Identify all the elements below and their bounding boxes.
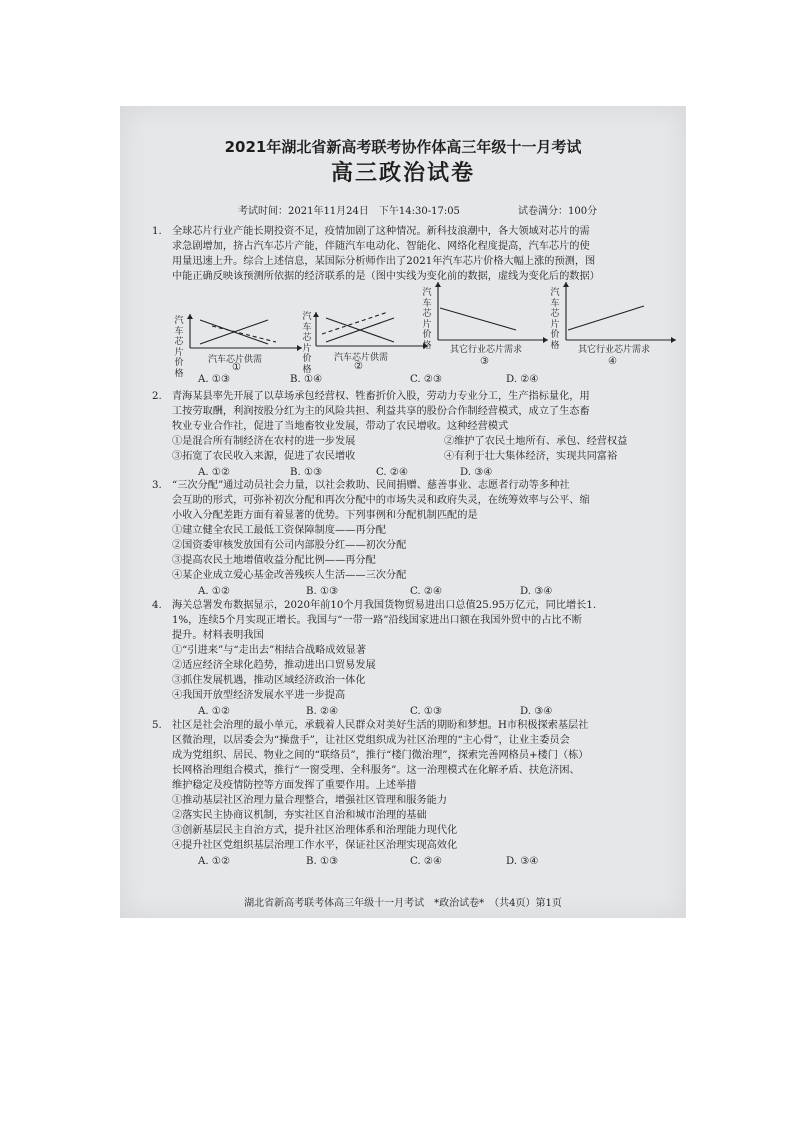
graph-x-label: 汽车芯片供需 xyxy=(334,353,389,363)
question-text-line: “三次分配”通过动员社会力量，以社会救助、民间捐赠、慈善事业、志愿者行动等多种社 xyxy=(172,480,570,491)
option-b[interactable]: B. ①③ xyxy=(290,467,323,478)
question-text-line: 牧业专业合作社，促进了当地畜牧业发展，带动了农民增收。这种经营模式 xyxy=(172,421,509,432)
y-axis-arrow xyxy=(187,314,193,319)
question-text-line: 社区是社会治理的最小单元，承载着人民群众对美好生活的期盼和梦想。H市积极探索基层社 xyxy=(172,720,589,731)
exam-title: 2021年湖北省新高考联考协作体高三年级十一月考试 xyxy=(224,138,582,156)
page-footer: 湖北省新高考联考体高三年级十一月考试 *政治试卷* （共4页）第1页 xyxy=(244,898,562,909)
trend-line xyxy=(568,306,644,330)
question-text-line: 用量迅速上升。综合上述信息，某国际分析师作出了2021年汽车芯片价格大幅上涨的预测，图 xyxy=(172,256,596,267)
option-c[interactable]: C. ②③ xyxy=(410,374,443,385)
y-axis-arrow xyxy=(435,282,441,287)
option-a[interactable]: A. ①② xyxy=(198,706,231,717)
statement: ③抓住发展机遇，推动区域经济政治一体化 xyxy=(172,675,366,686)
question-text-line: 区微治理，以居委会为“操盘手”，让社区党组织成为社区治理的“主心骨”，让业主委员会 xyxy=(172,735,570,746)
question-number: 4. xyxy=(152,600,162,611)
x-axis-arrow xyxy=(671,337,676,343)
option-d[interactable]: D. ②④ xyxy=(506,374,539,385)
option-d[interactable]: D. ③④ xyxy=(520,586,553,597)
graph-y-label: 汽车芯片价格 xyxy=(550,288,560,351)
statement: ④某企业成立爱心基金改善残疾人生活——三次分配 xyxy=(172,570,407,581)
question-text-line: 小收入分配差距方面有着显著的优势。下列事例和分配机制匹配的是 xyxy=(172,510,478,521)
question-number: 2. xyxy=(152,391,162,402)
graph-y-label: 汽车芯片价格 xyxy=(302,312,312,375)
graph-y-label: 汽车芯片价格 xyxy=(422,288,432,351)
graph-1 xyxy=(172,308,307,378)
trend-line xyxy=(440,308,516,330)
shifted-curve xyxy=(322,312,388,334)
option-d[interactable]: D. ③④ xyxy=(460,467,493,478)
graph-x-label: 其它行业芯片需求 xyxy=(578,345,651,355)
question-number: 3. xyxy=(152,480,162,491)
graph-3 xyxy=(420,278,550,378)
graph-number: ④ xyxy=(608,356,617,367)
option-c[interactable]: C. ②④ xyxy=(410,856,443,867)
question-text-line: 会互助的形式，可弥补初次分配和再次分配中的市场失灵和政府失灵，在统筹效率与公平、缩 xyxy=(172,495,590,506)
statement: ②国资委审核发放国有公司内部股分红——初次分配 xyxy=(172,540,407,551)
question-text-line: 长网格治理组合模式，推行“一窗受理、全科服务”。这一治理模式在化解矛盾、扶危济困、 xyxy=(172,765,580,776)
question-text-line: 维护稳定及疫情防控等方面发挥了重要作用。上述举措 xyxy=(172,780,417,791)
option-b[interactable]: B. ②④ xyxy=(306,706,339,717)
question-text-line: 中能正确反映该预测所依据的经济联系的是（图中实线为变化前的数据，虚线为变化后的数据） xyxy=(172,271,600,282)
y-axis-arrow xyxy=(563,282,569,287)
statement: ③创新基层民主自治方式，提升社区治理体系和治理能力现代化 xyxy=(172,825,458,836)
statement: ③拓宽了农民收入来源，促进了农民增收 xyxy=(172,451,356,462)
option-b[interactable]: B. ①③ xyxy=(306,856,339,867)
question-text-line: 海关总署发布数据显示，2020年前10个月我国货物贸易进出口总值25.95万亿元，同比增长1. xyxy=(172,600,597,611)
option-d[interactable]: D. ③④ xyxy=(506,856,539,867)
statement: ②维护了农民土地所有、承包、经营权益 xyxy=(444,436,628,447)
paper-title: 高三政治试卷 xyxy=(330,161,475,186)
statement: ①建立健全农民工最低工资保障制度——再分配 xyxy=(172,525,386,536)
question-text-line: 成为党组织、居民、物业之间的“联络员”，推行“楼门微治理”，探索完善网格员+楼门（栋） xyxy=(172,750,589,761)
graph-x-label: 其它行业芯片需求 xyxy=(450,345,523,355)
graph-number: ② xyxy=(354,361,363,372)
full-score: 试卷满分：100分 xyxy=(518,206,598,217)
statement: ④提升社区党组织基层治理工作水平，保证社区治理实现高效化 xyxy=(172,840,458,851)
graph-x-label: 汽车芯片供需 xyxy=(208,355,263,365)
graph-number: ③ xyxy=(480,356,489,367)
statement: ③提高农民土地增值收益分配比例——再分配 xyxy=(172,555,376,566)
option-c[interactable]: C. ②④ xyxy=(376,467,409,478)
option-a[interactable]: A. ①③ xyxy=(198,374,231,385)
option-b[interactable]: B. ①④ xyxy=(290,374,323,385)
statement: ①“引进来”与“走出去”相结合战略成效显著 xyxy=(172,645,367,656)
statement: ①是混合所有制经济在农村的进一步发展 xyxy=(172,436,356,447)
graph-y-label: 汽车芯片价格 xyxy=(174,316,184,379)
statement: ②适应经济全球化趋势，推动进出口贸易发展 xyxy=(172,660,376,671)
statement: ②落实民主协商议机制，夯实社区自治和城市治理的基础 xyxy=(172,810,427,821)
question-text-line: 提升。材料表明我国 xyxy=(172,630,264,641)
question-text-line: 求急剧增加，挤占汽车芯片产能，伴随汽车电动化、智能化、网络化程度提高，汽车芯片的使 xyxy=(172,241,590,252)
question-text-line: 工按劳取酬，利润按股分红为主的风险共担、利益共享的股份合作制经营模式，成立了生态畜 xyxy=(172,406,590,417)
option-b[interactable]: B. ①③ xyxy=(306,586,339,597)
statement: ④有利于壮大集体经济，实现共同富裕 xyxy=(444,451,618,462)
question-number: 5. xyxy=(152,720,162,731)
question-text-line: 青海某县率先开展了以草场承包经营权、牲畜折价入股，劳动力专业分工，生产指标量化，用 xyxy=(172,391,590,402)
statement: ①推动基层社区治理力量合理整合，增强社区管理和服务能力 xyxy=(172,795,448,806)
graph-2-plot xyxy=(298,306,433,378)
exam-time: 考试时间：2021年11月24日 下午14:30-17:05 xyxy=(238,206,460,217)
question-text-line: 1%，连续5个月实现正增长。我国与“一带一路”沿线国家进出口额在我国外贸中的占比不断 xyxy=(172,615,582,626)
question-number: 1. xyxy=(152,226,162,237)
option-d[interactable]: D. ③④ xyxy=(520,706,553,717)
graph-4 xyxy=(548,278,678,378)
option-a[interactable]: A. ①② xyxy=(198,586,231,597)
y-axis-arrow xyxy=(313,312,319,317)
exam-paper xyxy=(120,106,686,918)
question-text-line: 全球芯片行业产能长期投资不足，疫情加剧了这种情况。新科技浪潮中，各大领域对芯片的需 xyxy=(172,226,590,237)
option-a[interactable]: A. ①② xyxy=(198,467,231,478)
option-c[interactable]: C. ②④ xyxy=(410,586,443,597)
option-a[interactable]: A. ①② xyxy=(198,856,231,867)
statement: ④我国开放型经济发展水平进一步提高 xyxy=(172,690,346,701)
graph-2 xyxy=(298,306,433,378)
option-c[interactable]: C. ①③ xyxy=(410,706,443,717)
graph-number: ① xyxy=(232,362,241,373)
